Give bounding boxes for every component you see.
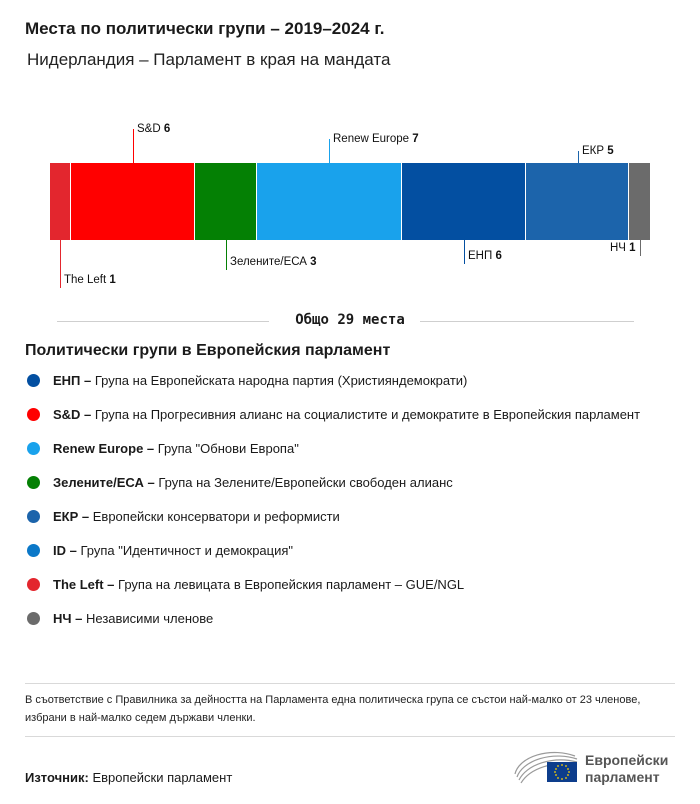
bar-label-name: НЧ <box>610 242 630 254</box>
bar-label-name: S&D <box>137 123 164 135</box>
label-leader-2 <box>226 240 227 270</box>
bar-label-2 <box>230 256 317 268</box>
legend-dot-icon <box>27 544 40 557</box>
bar-label-0 <box>64 274 116 286</box>
source-value: Европейски парламент <box>88 770 233 785</box>
bar-segment-renew-europe <box>257 163 402 240</box>
bar-label-value: 1 <box>629 242 636 254</box>
logo-line-2: парламент <box>585 769 660 785</box>
legend-abbr: Зелените/ЕСА – <box>53 475 155 490</box>
total-seats: Общо 29 места <box>295 312 405 328</box>
label-leader-6 <box>640 240 641 256</box>
logo-text <box>585 752 668 786</box>
legend-abbr: Renew Europe – <box>53 441 155 456</box>
label-leader-3 <box>329 139 330 163</box>
bar-label-5 <box>582 145 614 157</box>
legend-item <box>25 507 665 526</box>
bar-segment-зелените-еса <box>195 163 257 240</box>
bar-label-name: ЕКР <box>582 145 608 157</box>
legend-desc: Европейски консерватори и реформисти <box>89 509 340 524</box>
legend-item <box>25 405 665 424</box>
legend-title: Политически групи в Европейския парламент <box>25 342 391 359</box>
label-leader-5 <box>578 151 579 163</box>
bar-label-value: 6 <box>495 250 502 262</box>
bar-label-1 <box>137 123 170 135</box>
bar-label-name: Зелените/ЕСА <box>230 256 311 268</box>
legend-desc: Група "Обнови Европа" <box>154 441 299 456</box>
legend-abbr: ID – <box>53 543 77 558</box>
bar-label-4 <box>468 250 502 262</box>
logo-line-1: Европейски <box>585 752 669 768</box>
bar-label-value: 3 <box>310 256 317 268</box>
bar-label-value: 5 <box>607 145 614 157</box>
legend-desc: Група на левицата в Европейския парламент – GUE/NGL <box>114 577 465 592</box>
legend-dot-icon <box>27 374 40 387</box>
legend-dot-icon <box>27 578 40 591</box>
legend-item <box>25 575 665 594</box>
label-leader-1 <box>133 129 134 163</box>
chart-title: Места по политически групи – 2019–2024 г. <box>25 19 385 38</box>
legend-desc: Група на Европейската народна партия (Християндемократи) <box>91 373 468 388</box>
legend-dot-icon <box>27 476 40 489</box>
legend-abbr: ЕНП – <box>53 373 92 388</box>
legend-dot-icon <box>27 408 40 421</box>
bar-segment-the-left <box>50 163 71 240</box>
legend-item <box>25 541 665 560</box>
note-divider-top <box>25 683 675 684</box>
legend-desc: Група на Зелените/Европейски свободен алианс <box>154 475 453 490</box>
legend-desc: Независими членове <box>82 611 214 626</box>
legend-item <box>25 439 665 458</box>
legend-dot-icon <box>27 442 40 455</box>
footnote: В съответствие с Правилника за дейността на Парламента една политическа група се състои най-малко от 23 членове, избрани в най-малко седем държави членки. <box>25 694 641 724</box>
legend <box>25 371 665 643</box>
bar-label-value: 7 <box>412 133 419 145</box>
bar-label-6 <box>610 242 636 254</box>
legend-abbr: ЕКР – <box>53 509 90 524</box>
note-divider-bottom <box>25 736 675 737</box>
bar-segment-екр <box>526 163 629 240</box>
bar-label-3 <box>333 133 419 145</box>
source-label: Източник: <box>25 770 89 785</box>
legend-item <box>25 609 665 628</box>
legend-abbr: S&D – <box>53 407 92 422</box>
legend-dot-icon <box>27 612 40 625</box>
legend-abbr: The Left – <box>53 577 115 592</box>
bar-segment-енп <box>402 163 526 240</box>
bar-segment-нч <box>629 163 650 240</box>
legend-item <box>25 371 665 390</box>
legend-desc: Група на Прогресивния алианс на социалистите и демократите в Европейския парламент <box>91 407 641 422</box>
bar-label-name: Renew Europe <box>333 133 413 145</box>
legend-desc: Група "Идентичност и демокрация" <box>76 543 294 558</box>
seat-bar <box>50 163 650 240</box>
source <box>25 770 232 785</box>
legend-abbr: НЧ – <box>53 611 83 626</box>
bar-label-value: 6 <box>163 123 171 135</box>
label-leader-4 <box>464 240 465 264</box>
bar-segment-s-d <box>71 163 195 240</box>
bar-label-name: The Left <box>64 274 110 286</box>
bar-label-name: ЕНП <box>468 250 496 262</box>
bar-label-value: 1 <box>109 274 116 286</box>
legend-item <box>25 473 665 492</box>
label-leader-0 <box>60 240 61 288</box>
legend-dot-icon <box>27 510 40 523</box>
chart-subtitle: Нидерландия – Парламент в края на мандата <box>27 50 391 69</box>
